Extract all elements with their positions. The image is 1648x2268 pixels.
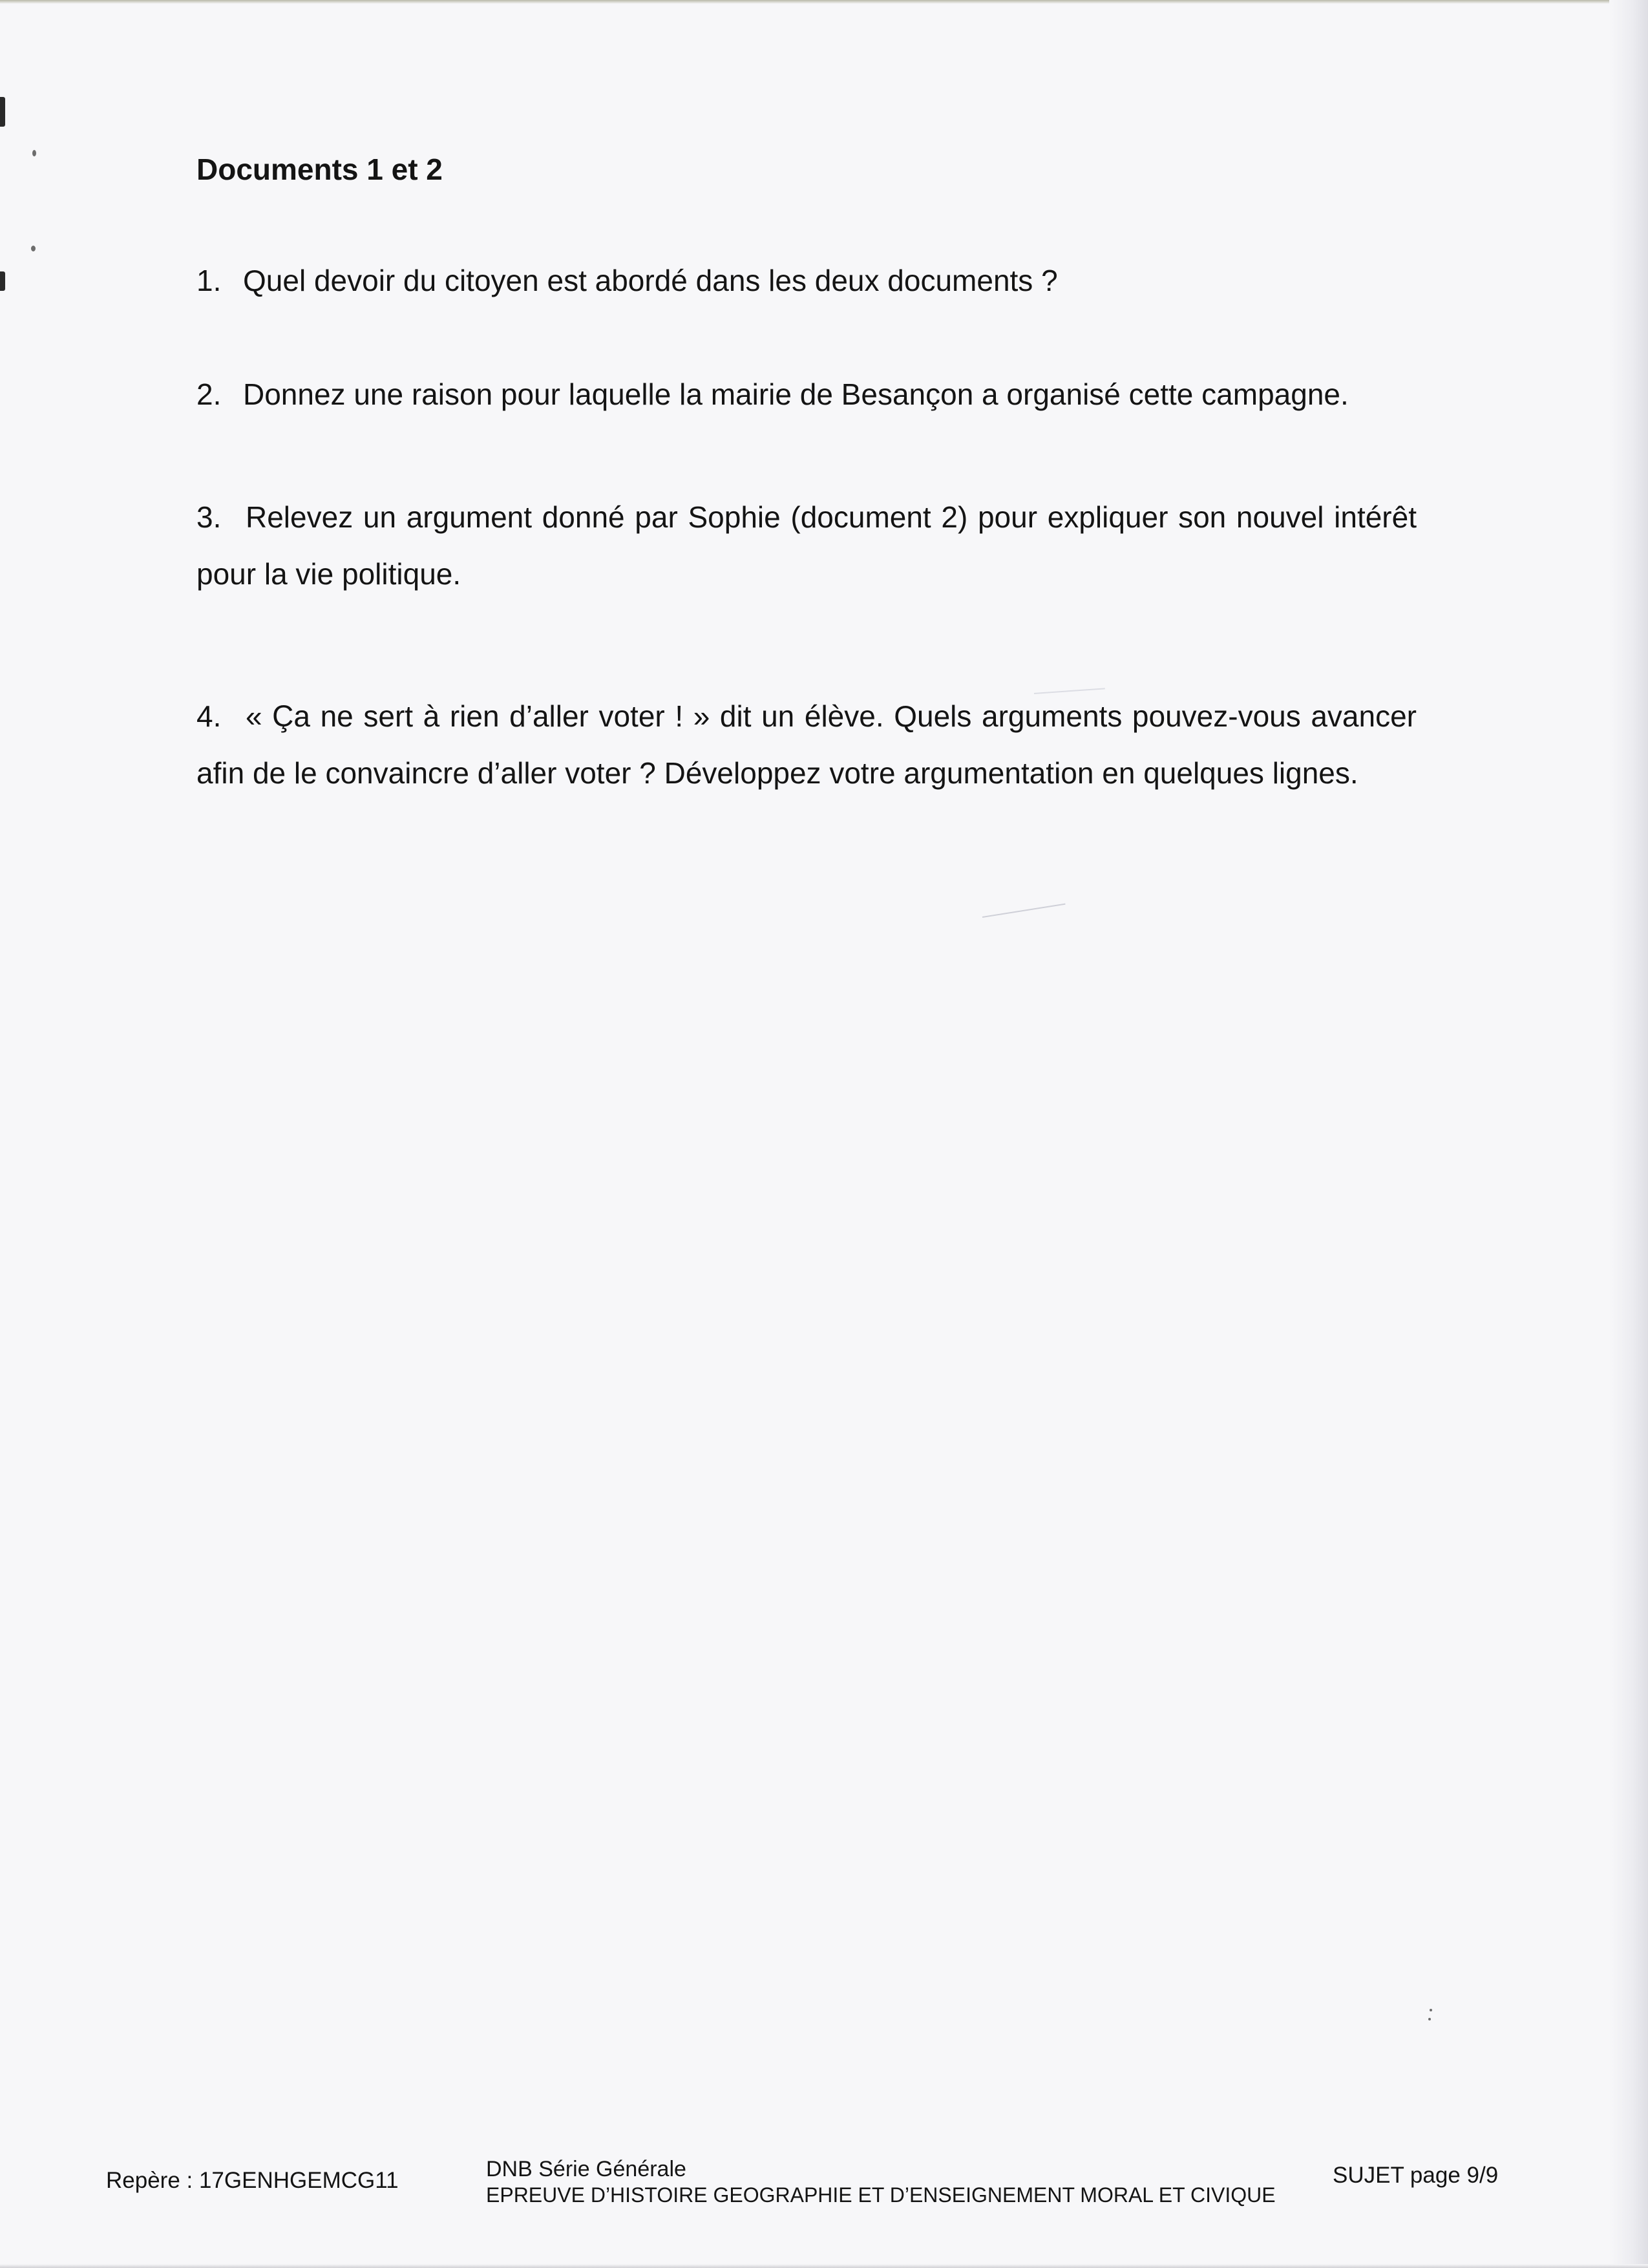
- question-text: « Ça ne sert à rien d’aller voter ! » dit un élève. Quels arguments pouvez-vous avancer afin de le convaincre d’aller voter ? Développez votre argumentation en quelques lignes.: [196, 699, 1417, 790]
- question-text: Quel devoir du citoyen est abordé dans les deux documents ?: [243, 264, 1058, 297]
- scan-bottom-edge: [0, 2264, 1648, 2268]
- scan-right-edge: [1609, 0, 1648, 2268]
- question-text: Donnez une raison pour laquelle la mairie de Besançon a organisé cette campagne.: [243, 377, 1349, 411]
- section-heading: Documents 1 et 2: [196, 153, 443, 186]
- footer-exam-subtitle: EPREUVE D’HISTOIRE GEOGRAPHIE ET D’ENSEIGNEMENT MORAL ET CIVIQUE: [486, 2183, 1276, 2207]
- question-4: [196, 688, 1417, 801]
- question-2: [196, 366, 1417, 423]
- question-number: 2.: [196, 377, 222, 411]
- footer-exam-title: DNB Série Générale: [486, 2157, 686, 2181]
- scan-binding-mark: [0, 271, 5, 291]
- scan-speck: [1430, 2009, 1432, 2011]
- question-number: 3.: [196, 500, 222, 534]
- question-number: 1.: [196, 264, 222, 297]
- scan-speck: [1428, 2018, 1431, 2020]
- scan-speck: [32, 150, 36, 156]
- scan-binding-mark: [0, 97, 5, 127]
- question-number: 4.: [196, 699, 222, 733]
- scan-top-edge: [0, 0, 1648, 4]
- footer-page-label: SUJET page 9/9: [1333, 2163, 1499, 2188]
- question-text: Relevez un argument donné par Sophie (document 2) pour expliquer son nouvel intérêt pour la vie politique.: [196, 500, 1417, 591]
- paper-crease: [982, 904, 1066, 918]
- footer-reference: Repère : 17GENHGEMCG11: [106, 2168, 399, 2193]
- question-1: [196, 252, 1417, 309]
- question-3: [196, 489, 1417, 602]
- scan-speck: [31, 246, 36, 251]
